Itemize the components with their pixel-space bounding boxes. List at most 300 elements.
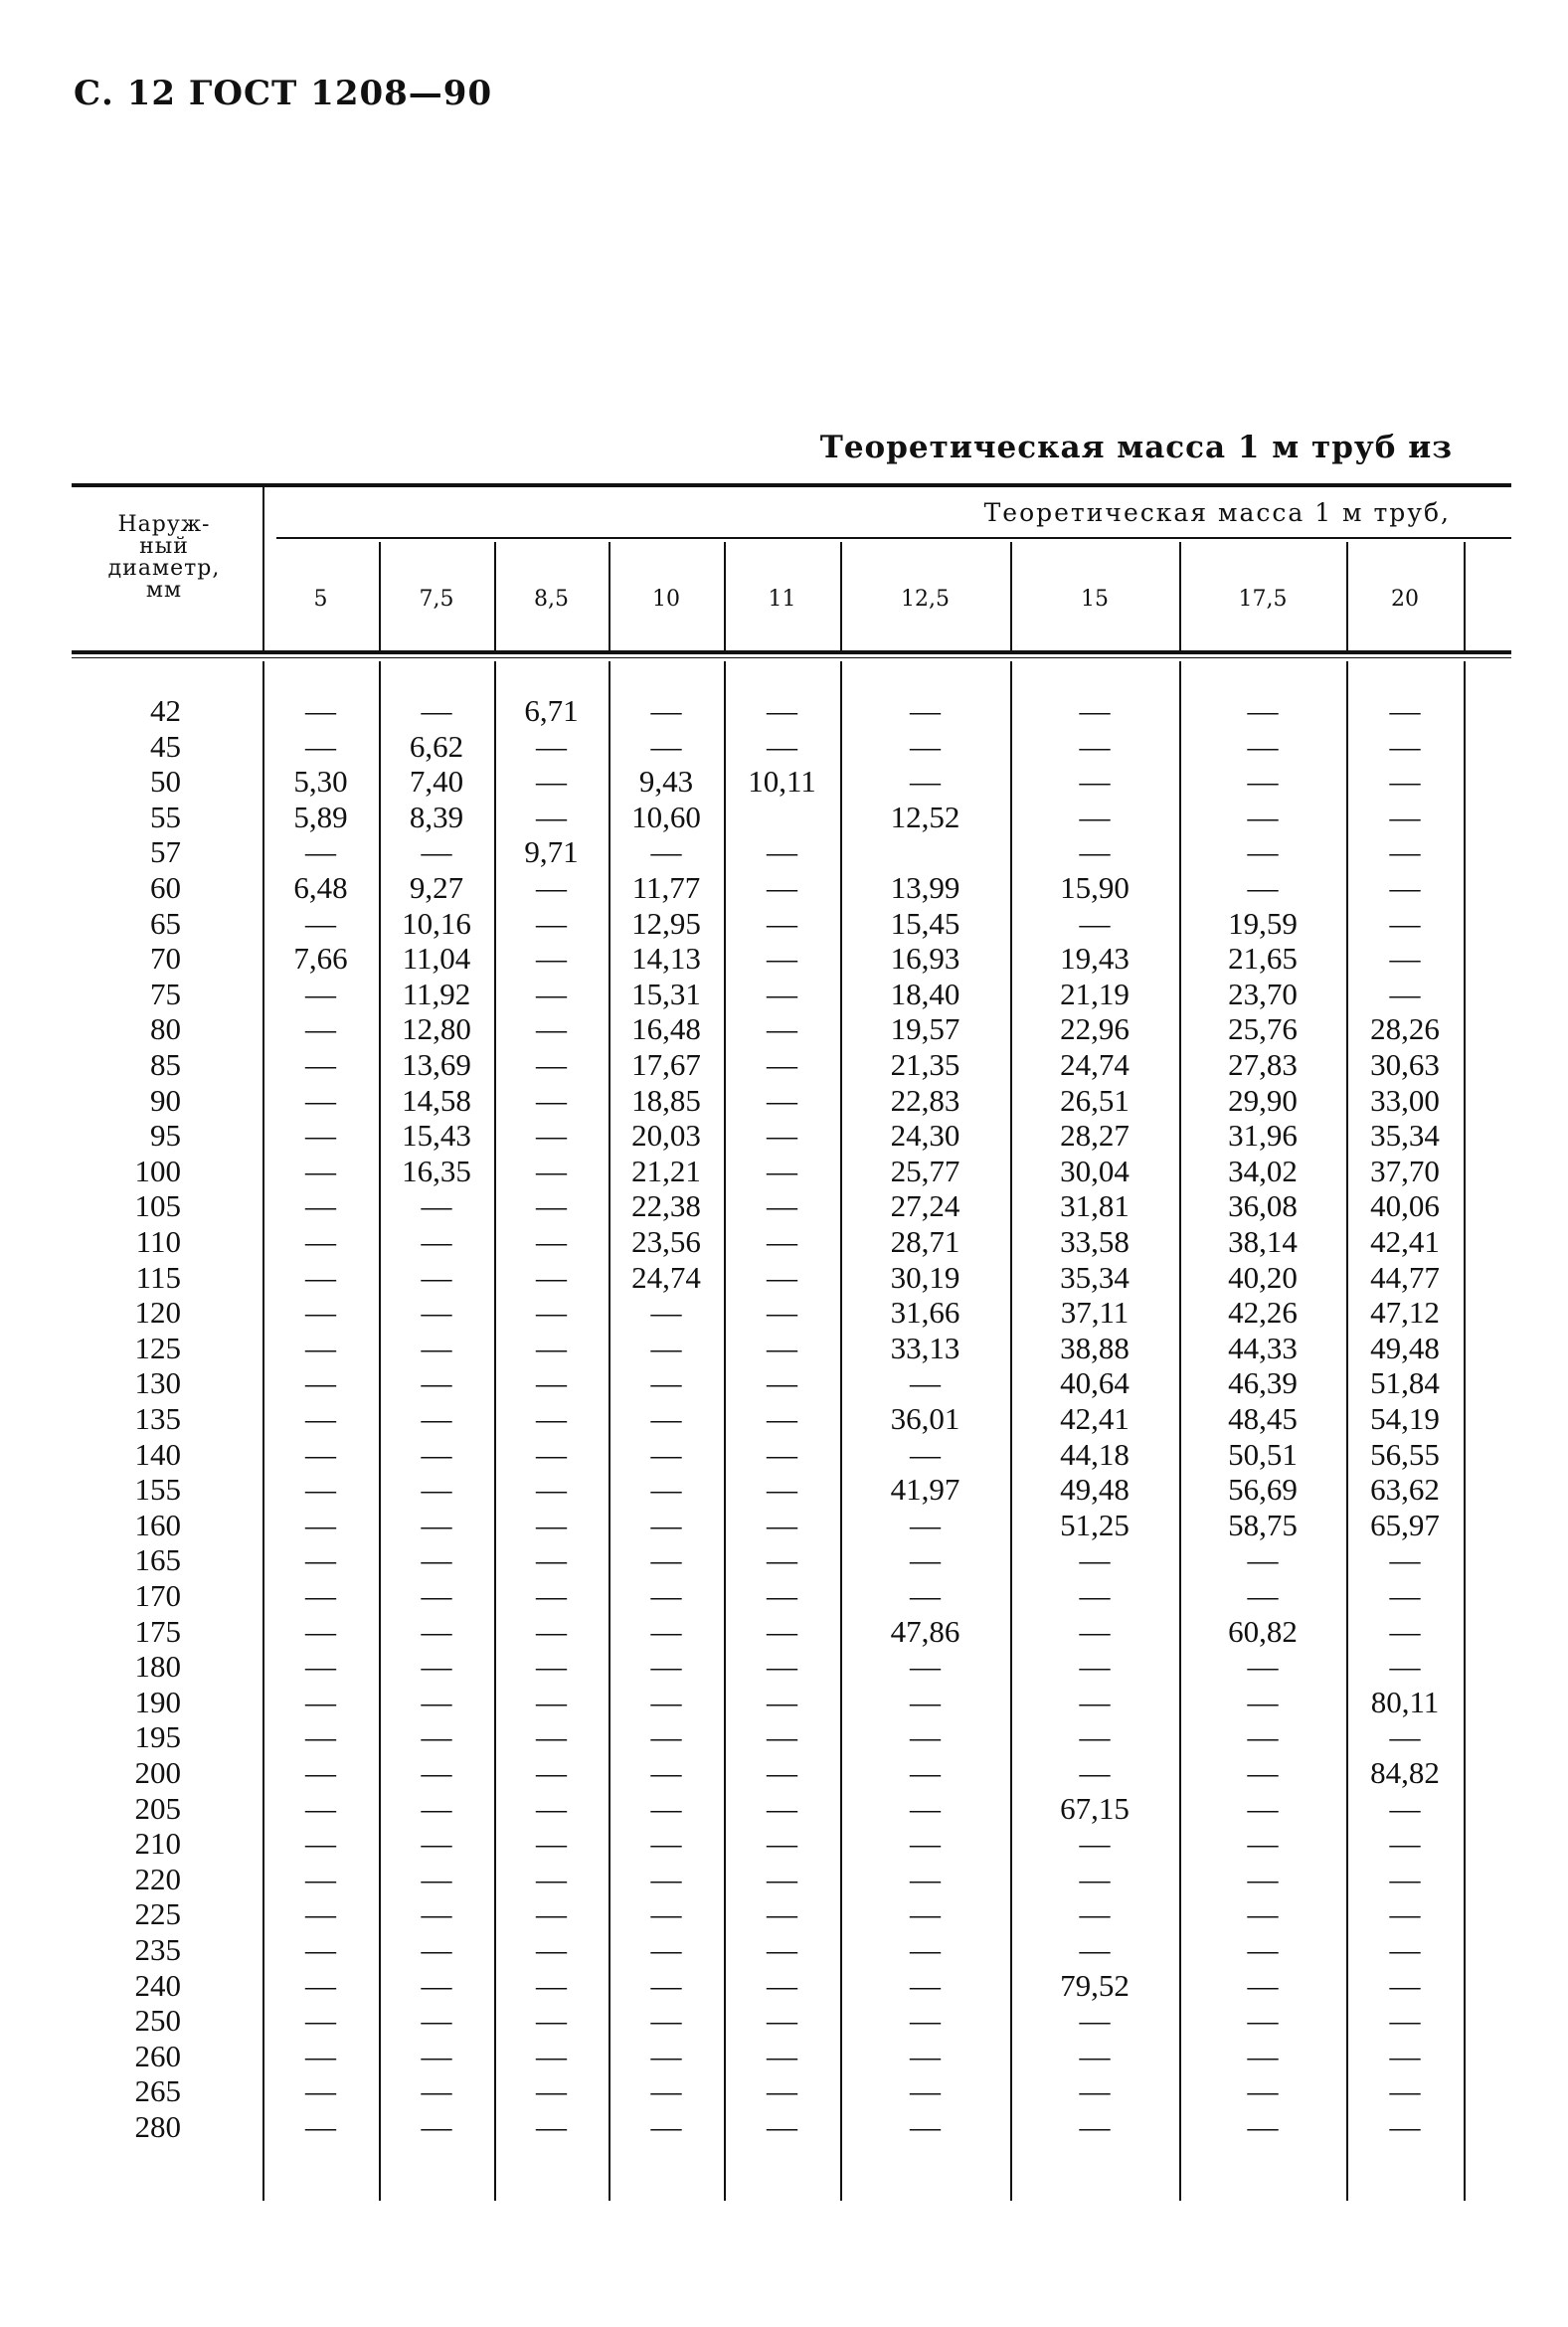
mass-cell: —: [910, 1684, 941, 1719]
mass-cell: —: [421, 1472, 452, 1508]
diameter-cell: 200: [134, 1755, 181, 1790]
mass-cell: 10,16: [402, 905, 471, 941]
diameter-cell: 170: [134, 1578, 181, 1613]
mass-cell: —: [305, 1932, 336, 1967]
mass-cell: 24,74: [1060, 1047, 1130, 1082]
mass-cell: 12,52: [890, 799, 960, 834]
mass-cell: —: [767, 1082, 797, 1118]
diameter-cell: 50: [150, 764, 181, 800]
mass-cell: —: [1389, 2038, 1421, 2073]
mass-cell: —: [767, 1472, 797, 1508]
mass-cell: —: [650, 1401, 682, 1436]
mass-cell: —: [305, 1224, 336, 1259]
diameter-cell: 90: [150, 1082, 181, 1118]
mass-cell: —: [650, 1295, 682, 1331]
mass-cell: —: [767, 1684, 797, 1719]
mass-cell: 24,30: [890, 1118, 960, 1154]
mass-cell: —: [536, 1755, 567, 1790]
mass-cell: —: [536, 1826, 567, 1862]
diameter-cell: 265: [134, 2073, 181, 2109]
mass-cell: —: [305, 1861, 336, 1896]
mass-cell: —: [1079, 2003, 1111, 2039]
diameter-cell: 280: [134, 2109, 181, 2144]
mass-cell: —: [536, 1188, 567, 1224]
mass-cell: —: [305, 1684, 336, 1719]
mass-cell: 9,43: [638, 764, 694, 800]
mass-cell: —: [650, 1365, 682, 1401]
mass-cell: 31,96: [1228, 1118, 1298, 1154]
mass-cell: —: [650, 2109, 682, 2144]
diameter-cell: 220: [134, 1861, 181, 1896]
mass-cell: —: [536, 728, 567, 764]
mass-cell: 8,39: [409, 799, 464, 834]
diameter-cell: 115: [135, 1259, 181, 1295]
mass-cell: —: [305, 1330, 336, 1365]
mass-cell: —: [1079, 764, 1111, 800]
mass-cell: —: [305, 1295, 336, 1331]
mass-cell: —: [767, 1011, 797, 1047]
mass-cell: 19,57: [890, 1011, 960, 1047]
mass-cell: 15,43: [402, 1118, 471, 1154]
mass-cell: —: [1389, 2073, 1421, 2109]
mass-cell: 30,04: [1060, 1153, 1130, 1188]
mass-cell: —: [421, 1861, 452, 1896]
mass-cell: —: [536, 1295, 567, 1331]
mass-cell: 21,19: [1060, 976, 1130, 1011]
column-divider: [262, 487, 264, 650]
mass-cell: —: [650, 1684, 682, 1719]
diameter-cell: 180: [134, 1649, 181, 1685]
mass-cell: 6,62: [409, 728, 464, 764]
mass-cell: 5,30: [293, 764, 348, 800]
mass-cell: —: [910, 1507, 941, 1542]
mass-cell: 36,01: [890, 1401, 960, 1436]
mass-cell: —: [421, 1401, 452, 1436]
diameter-cell: 130: [134, 1365, 181, 1401]
mass-cell: —: [1247, 2109, 1279, 2144]
mass-cell: —: [421, 2003, 452, 2039]
mass-cell: —: [305, 1047, 336, 1082]
mass-cell: —: [767, 728, 797, 764]
mass-cell: 30,63: [1370, 1047, 1440, 1082]
mass-cell: 9,27: [409, 870, 464, 905]
mass-cell: —: [421, 1932, 452, 1967]
mass-cell: —: [421, 1295, 452, 1331]
mass-cell: 21,35: [890, 1047, 960, 1082]
mass-cell: 7,40: [409, 764, 464, 800]
mass-cell: —: [767, 1118, 797, 1154]
mass-cell: 23,70: [1228, 976, 1298, 1011]
mass-cell: 11,04: [402, 941, 471, 977]
mass-cell: 16,48: [631, 1011, 701, 1047]
mass-cell: —: [910, 1896, 941, 1932]
mass-cell: —: [1247, 2003, 1279, 2039]
mass-cell: 49,48: [1060, 1472, 1130, 1508]
mass-cell: —: [1247, 728, 1279, 764]
mass-cell: —: [650, 728, 682, 764]
mass-cell: 33,13: [890, 1330, 960, 1365]
column-divider: [1179, 542, 1181, 650]
mass-cell: —: [1079, 1649, 1111, 1685]
mass-cell: —: [536, 1507, 567, 1542]
mass-cell: 40,64: [1060, 1365, 1130, 1401]
diameter-cell: 250: [134, 2003, 181, 2039]
column-header: 11: [768, 587, 796, 612]
mass-cell: —: [1079, 1755, 1111, 1790]
mass-cell: —: [1079, 1578, 1111, 1613]
mass-cell: —: [650, 2038, 682, 2073]
mass-cell: 46,39: [1228, 1365, 1298, 1401]
mass-cell: 33,58: [1060, 1224, 1130, 1259]
diameter-cell: 95: [150, 1118, 181, 1154]
mass-cell: —: [767, 1613, 797, 1649]
mass-cell: —: [1247, 1684, 1279, 1719]
mass-cell: —: [536, 976, 567, 1011]
mass-cell: —: [1247, 1826, 1279, 1862]
diameter-cell: 100: [134, 1153, 181, 1188]
mass-cell: —: [650, 1932, 682, 1967]
mass-cell: —: [536, 1259, 567, 1295]
column-header: 5: [313, 587, 328, 612]
mass-cell: —: [1389, 764, 1421, 800]
mass-cell: 20,03: [631, 1118, 701, 1154]
mass-cell: —: [1247, 1542, 1279, 1578]
mass-cell: —: [536, 1613, 567, 1649]
column-divider: [1010, 542, 1012, 650]
mass-cell: —: [421, 1578, 452, 1613]
mass-cell: —: [650, 2073, 682, 2109]
mass-cell: —: [767, 1896, 797, 1932]
mass-cell: 6,48: [293, 870, 348, 905]
column-divider: [1346, 542, 1348, 650]
diameter-cell: 75: [150, 976, 181, 1011]
diameter-cell: 165: [134, 1542, 181, 1578]
mass-cell: —: [1247, 693, 1279, 728]
header-bottom-rule-2: [72, 657, 1511, 658]
mass-cell: —: [421, 2038, 452, 2073]
mass-cell: 38,88: [1060, 1330, 1130, 1365]
mass-cell: —: [910, 764, 941, 800]
mass-cell: —: [305, 1967, 336, 2003]
mass-cell: —: [767, 834, 797, 870]
mass-cell: —: [1389, 693, 1421, 728]
mass-cell: —: [421, 1365, 452, 1401]
mass-cell: 42,41: [1370, 1224, 1440, 1259]
mass-cell: —: [305, 1649, 336, 1685]
mass-cell: —: [536, 1436, 567, 1472]
mass-cell: —: [910, 1790, 941, 1826]
mass-cell: —: [767, 1649, 797, 1685]
mass-cell: —: [305, 1755, 336, 1790]
diameter-cell: 260: [134, 2038, 181, 2073]
mass-cell: —: [1247, 1861, 1279, 1896]
mass-cell: —: [767, 976, 797, 1011]
diameter-cell: 105: [134, 1188, 181, 1224]
mass-cell: —: [910, 2038, 941, 2073]
mass-cell: —: [1247, 1719, 1279, 1755]
mass-cell: 31,81: [1060, 1188, 1130, 1224]
mass-cell: —: [536, 1082, 567, 1118]
column-header: 8,5: [534, 587, 569, 612]
mass-cell: —: [536, 1649, 567, 1685]
mass-cell: —: [305, 1613, 336, 1649]
mass-cell: —: [910, 1578, 941, 1613]
mass-cell: 16,93: [890, 941, 960, 977]
mass-cell: —: [1079, 1719, 1111, 1755]
mass-cell: —: [536, 2003, 567, 2039]
mass-cell: 37,70: [1370, 1153, 1440, 1188]
mass-cell: 65,97: [1370, 1507, 1440, 1542]
mass-cell: —: [650, 1649, 682, 1685]
mass-cell: —: [1079, 728, 1111, 764]
mass-cell: —: [421, 1755, 452, 1790]
mass-cell: —: [536, 2073, 567, 2109]
column-header: 17,5: [1238, 587, 1288, 612]
mass-cell: —: [536, 1542, 567, 1578]
mass-cell: —: [650, 693, 682, 728]
mass-cell: 80,11: [1370, 1684, 1440, 1719]
mass-cell: —: [910, 2073, 941, 2109]
mass-cell: 42,26: [1228, 1295, 1298, 1331]
mass-cell: —: [1079, 2073, 1111, 2109]
mass-cell: —: [1247, 1755, 1279, 1790]
mass-cell: 21,21: [631, 1153, 701, 1188]
mass-cell: —: [1389, 1967, 1421, 2003]
mass-cell: 63,62: [1370, 1472, 1440, 1508]
mass-cell: —: [1247, 1578, 1279, 1613]
mass-cell: 40,20: [1228, 1259, 1298, 1295]
mass-cell: 11,92: [402, 976, 471, 1011]
mass-cell: —: [650, 1896, 682, 1932]
mass-cell: —: [1389, 2003, 1421, 2039]
mass-cell: 14,58: [402, 1082, 471, 1118]
mass-cell: 31,66: [890, 1295, 960, 1331]
mass-cell: —: [767, 1542, 797, 1578]
mass-cell: —: [1079, 1684, 1111, 1719]
mass-cell: —: [650, 1967, 682, 2003]
mass-cell: —: [536, 1967, 567, 2003]
mass-cell: —: [421, 1224, 452, 1259]
diameter-cell: 45: [150, 728, 181, 764]
mass-cell: —: [910, 1861, 941, 1896]
mass-cell: —: [305, 834, 336, 870]
mass-cell: 11,77: [631, 870, 701, 905]
mass-cell: 15,31: [631, 976, 701, 1011]
column-divider: [724, 542, 726, 650]
mass-cell: 35,34: [1370, 1118, 1440, 1154]
mass-cell: —: [650, 834, 682, 870]
diameter-cell: 60: [150, 870, 181, 905]
mass-cell: —: [421, 1542, 452, 1578]
mass-cell: —: [421, 1188, 452, 1224]
mass-cell: —: [305, 2109, 336, 2144]
mass-cell: —: [305, 693, 336, 728]
mass-cell: —: [305, 728, 336, 764]
mass-cell: —: [1389, 1861, 1421, 1896]
mass-cell: —: [910, 1719, 941, 1755]
column-header: 15: [1081, 587, 1109, 612]
mass-cell: —: [305, 1436, 336, 1472]
mass-cell: —: [1079, 2109, 1111, 2144]
mass-cell: —: [305, 976, 336, 1011]
mass-cell: —: [305, 1259, 336, 1295]
diameter-cell: 57: [150, 834, 181, 870]
mass-cell: —: [767, 2003, 797, 2039]
mass-cell: 10,60: [631, 799, 701, 834]
mass-cell: 22,96: [1060, 1011, 1130, 1047]
header-bottom-rule: [72, 650, 1511, 654]
mass-cell: —: [767, 1578, 797, 1613]
column-divider: [1179, 661, 1181, 2201]
mass-header: Теоретическая масса 1 м труб,: [983, 498, 1451, 527]
mass-cell: —: [536, 1896, 567, 1932]
mass-cell: —: [1389, 799, 1421, 834]
mass-cell: 6,71: [524, 693, 579, 728]
mass-cell: 19,43: [1060, 941, 1130, 977]
mass-cell: —: [1247, 799, 1279, 834]
mass-cell: —: [421, 693, 452, 728]
mass-cell: —: [536, 1719, 567, 1755]
mass-cell: 13,99: [890, 870, 960, 905]
diameter-cell: 70: [150, 941, 181, 977]
mass-cell: 34,02: [1228, 1153, 1298, 1188]
mass-cell: —: [305, 1719, 336, 1755]
mass-cell: —: [1079, 1613, 1111, 1649]
mass-cell: —: [767, 2073, 797, 2109]
mass-cell: —: [421, 1826, 452, 1862]
mass-cell: —: [767, 2038, 797, 2073]
mass-cell: —: [1389, 834, 1421, 870]
diameter-cell: 160: [134, 1507, 181, 1542]
mass-cell: —: [767, 1436, 797, 1472]
mass-cell: —: [305, 2038, 336, 2073]
mass-cell: —: [1389, 1578, 1421, 1613]
mass-cell: —: [536, 1684, 567, 1719]
mass-cell: —: [910, 1436, 941, 1472]
mass-cell: —: [767, 1719, 797, 1755]
diameter-header-line: ный: [139, 534, 189, 559]
mass-cell: —: [1247, 1649, 1279, 1685]
mass-cell: 27,83: [1228, 1047, 1298, 1082]
mass-cell: —: [650, 1719, 682, 1755]
mass-cell: —: [1389, 2109, 1421, 2144]
mass-cell: —: [536, 799, 567, 834]
mass-cell: —: [421, 1967, 452, 2003]
mass-cell: —: [1079, 1932, 1111, 1967]
mass-cell: —: [767, 1295, 797, 1331]
mass-cell: 54,19: [1370, 1401, 1440, 1436]
mass-cell: 18,40: [890, 976, 960, 1011]
page-header: С. 12 ГОСТ 1208—90: [74, 74, 493, 113]
mass-cell: —: [1079, 2038, 1111, 2073]
mass-cell: —: [767, 870, 797, 905]
mass-cell: —: [767, 1401, 797, 1436]
mass-cell: —: [305, 1542, 336, 1578]
mass-cell: —: [767, 1967, 797, 2003]
table-caption: Теоретическая масса 1 м труб из: [819, 430, 1453, 465]
mass-cell: —: [421, 834, 452, 870]
mass-cell: —: [305, 1826, 336, 1862]
mass-cell: 36,08: [1228, 1188, 1298, 1224]
mass-cell: —: [421, 1896, 452, 1932]
table-top-rule: [72, 483, 1511, 487]
mass-cell: —: [767, 1224, 797, 1259]
mass-cell: —: [421, 1684, 452, 1719]
mass-cell: 23,56: [631, 1224, 701, 1259]
mass-cell: 22,38: [631, 1188, 701, 1224]
diameter-header-line: мм: [145, 578, 183, 603]
mass-cell: —: [650, 1507, 682, 1542]
diameter-cell: 125: [134, 1330, 181, 1365]
mass-cell: —: [767, 1153, 797, 1188]
mass-cell: —: [421, 1649, 452, 1685]
mass-cell: —: [910, 1967, 941, 2003]
mass-cell: —: [767, 1826, 797, 1862]
mass-cell: —: [650, 1861, 682, 1896]
mass-cell: —: [305, 1118, 336, 1154]
mass-cell: —: [421, 1613, 452, 1649]
diameter-cell: 225: [134, 1896, 181, 1932]
mass-cell: —: [650, 1613, 682, 1649]
mass-cell: —: [767, 1861, 797, 1896]
mass-cell: 10,11: [748, 764, 816, 800]
mass-cell: —: [767, 693, 797, 728]
mass-cell: —: [536, 1153, 567, 1188]
diameter-cell: 235: [134, 1932, 181, 1967]
column-divider: [379, 542, 381, 650]
mass-cell: —: [1079, 1826, 1111, 1862]
mass-cell: —: [767, 941, 797, 977]
column-header: 10: [652, 587, 680, 612]
mass-cell: —: [536, 1365, 567, 1401]
mass-cell: 51,84: [1370, 1365, 1440, 1401]
mass-cell: —: [421, 1436, 452, 1472]
mass-cell: 44,33: [1228, 1330, 1298, 1365]
mass-cell: —: [305, 1472, 336, 1508]
mass-cell: —: [536, 1401, 567, 1436]
diameter-header-line: диаметр,: [107, 556, 221, 581]
mass-cell: —: [1389, 976, 1421, 1011]
mass-cell: —: [767, 1507, 797, 1542]
column-divider: [840, 542, 842, 650]
diameter-cell: 135: [134, 1401, 181, 1436]
mass-cell: —: [1079, 1861, 1111, 1896]
diameter-cell: 85: [150, 1047, 181, 1082]
column-header: 20: [1391, 587, 1419, 612]
diameter-cell: 120: [134, 1295, 181, 1331]
diameter-header-line: Наруж-: [117, 512, 211, 537]
mass-cell: —: [421, 2073, 452, 2109]
mass-cell: —: [1079, 1542, 1111, 1578]
mass-cell: 50,51: [1228, 1436, 1298, 1472]
diameter-cell: 175: [134, 1613, 181, 1649]
mass-cell: 19,59: [1228, 905, 1298, 941]
mass-cell: 49,48: [1370, 1330, 1440, 1365]
mass-cell: —: [305, 1790, 336, 1826]
mass-cell: 38,14: [1228, 1224, 1298, 1259]
mass-cell: —: [1079, 834, 1111, 870]
diameter-cell: 190: [134, 1684, 181, 1719]
mass-cell: —: [305, 1188, 336, 1224]
mass-cell: —: [305, 1082, 336, 1118]
mass-cell: —: [650, 1330, 682, 1365]
mass-cell: 51,25: [1060, 1507, 1130, 1542]
mass-cell: —: [536, 1790, 567, 1826]
mass-cell: —: [767, 1755, 797, 1790]
mass-cell: —: [536, 1330, 567, 1365]
mass-cell: —: [650, 1542, 682, 1578]
column-header: 7,5: [419, 587, 454, 612]
